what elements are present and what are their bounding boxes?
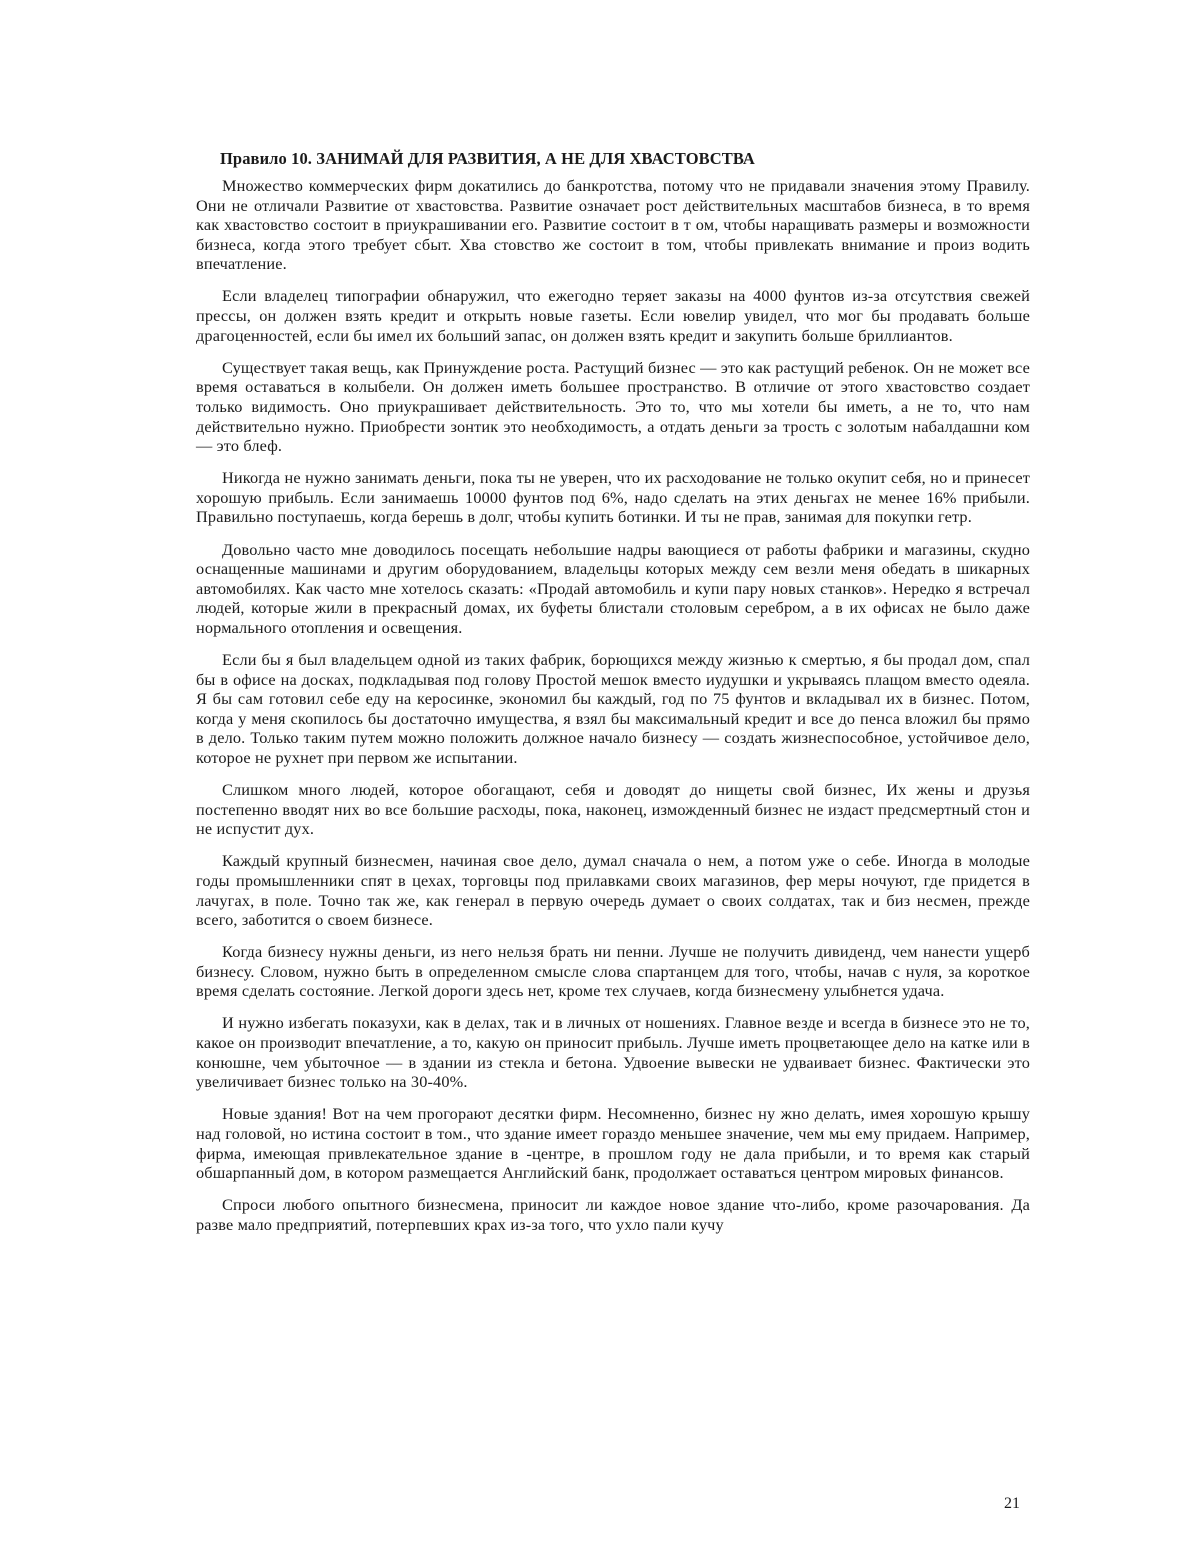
paragraph-6: Если бы я был владельцем одной из таких фабрик, борющихся между жизнью к смертью, я бы продал дом, спал бы в офисе на досках, подкладывая под голову Простой мешок вместо иудушки и укрываясь плащом вместо одеяла. Я бы сам готовил себе еду на керосинке, экономил бы каждый, год по 75 фунтов и вкладывал их в бизнес. Потом, когда у меня скопилось бы достаточно имущества, я взял бы максимальный кредит и все до пенса вложил бы прямо в дело. Только таким путем можно положить должное начало бизнесу — создать жизнеспособное, устойчивое дело, которое не рухнет при первом же испытании. — [196, 649, 1030, 767]
paragraph-8: Каждый крупный бизнесмен, начиная свое дело, думал сначала о нем, а потом уже о себе. Иногда в молодые годы промышленники спят в цехах, торговцы под прилавками своих магазинов, фер меры ночуют, где придется в лачугах, в поле. Точно так же, как генерал в первую очередь думает о своих солдатах, так и биз несмен, прежде всего, заботится о своем бизнесе. — [196, 851, 1030, 930]
paragraph-9: Когда бизнесу нужны деньги, из него нельзя брать ни пенни. Лучше не получить дивиденд, чем нанести ущерб бизнесу. Словом, нужно быть в определенном смысле слова спартанцем для того, чтобы, начав с нуля, за короткое время сделать состояние. Легкой дороги здесь нет, кроме тех случаев, когда бизнесмену улыбнется удача. — [196, 942, 1030, 1001]
paragraph-5: Довольно часто мне доводилось посещать небольшие надры вающиеся от работы фабрики и магазины, скудно оснащенные машинами и другим оборудованием, владельцы которых между сем везли меня обедать в шикарных автомобилях. Как часто мне хотелось сказать: «Продай автомобиль и купи пару новых станков». Нередко я встречал людей, которые жили в прекрасный домах, их буфеты блистали столовым серебром, а в их офисах не было даже нормального отопления и освещения. — [196, 539, 1030, 637]
paragraph-12: Спроси любого опытного бизнесмена, приносит ли каждое новое здание что-либо, кроме разочарования. Да разве мало предприятий, потерпевших крах из-за того, что ухло пали кучу — [196, 1195, 1030, 1234]
page-number: 21 — [1004, 1495, 1020, 1512]
paragraph-4: Никогда не нужно занимать деньги, пока ты не уверен, что их расходование не только окупит себя, но и принесет хорошую прибыль. Если занимаешь 10000 фунтов под 6%, надо сделать на этих деньгах не менее 16% прибыли. Правильно поступаешь, когда берешь в долг, чтобы купить ботинки. И ты не прав, занимая для покупки гетр. — [196, 468, 1030, 527]
paragraph-10: И нужно избегать показухи, как в делах, так и в личных от ношениях. Главное везде и всегда в бизнесе это не то, какое он производит впечатление, а то, какую он приносит прибыль. Лучше иметь процветающее дело на катке или в конюшне, чем убыточное — в здании из стекла и бетона. Удвоение вывески не удваивает бизнес. Фактически это увеличивает бизнес только на 30-40%. — [196, 1013, 1030, 1092]
paragraph-7: Слишком много людей, которое обогащают, себя и доводят до нищеты свой бизнес, Их жены и друзья постепенно вводят них во все большие расходы, пока, наконец, изможденный бизнес не издаст предсмертный стон и не испустит дух. — [196, 780, 1030, 839]
document-page — [196, 148, 1030, 1247]
paragraph-3: Существует такая вещь, как Принуждение роста. Растущий бизнес — это как растущий ребенок. Он не может все время оставаться в колыбели. Он должен иметь большее пространство. В отличие от этого хвастовство создает только видимость. Оно приукрашивает действительность. Это то, что мы хотели бы иметь, а не то, что нам действительно нужно. Приобрести зонтик это необходимость, а отдать деньги за трость с золотым набалдашни ком — это блеф. — [196, 357, 1030, 456]
rule-heading: Правило 10. ЗАНИМАЙ ДЛЯ РАЗВИТИЯ, А НЕ ДЛЯ ХВАСТОВСТВА — [220, 149, 755, 168]
paragraph-1: Множество коммерческих фирм докатились до банкротства, потому что не придавали значения этому Правилу. Они не отличали Развитие от хвастовства. Развитие означает рост действительных масштабов бизнеса, в то время как хвастовство состоит в приукрашивании его. Развитие состоит в т ом, чтобы наращивать размеры и возможности бизнеса, когда этого требует сбыт. Хва стовство же состоит в том, чтобы привлекать внимание и произ водить впечатление. — [196, 176, 1030, 274]
paragraph-11: Новые здания! Вот на чем прогорают десятки фирм. Несомненно, бизнес ну жно делать, имея хорошую крышу над головой, но истина состоит в том., что здание имеет гораздо меньшее значение, чем мы ему придаем. Например, фирма, имеющая привлекательное здание в -центре, в прошлом году не дала прибыли, и то время как старый обшарпанный дом, в котором размещается Английский банк, продолжает оставаться центром мировых финансов. — [196, 1104, 1030, 1183]
paragraph-2: Если владелец типографии обнаружил, что ежегодно теряет заказы на 4000 фунтов из-за отсутствия свежей прессы, он должен взять кредит и открыть новые газеты. Если ювелир увидел, что мог бы продавать больше драгоценностей, если бы имел их больший запас, он должен взять кредит и закупить больше бриллиантов. — [196, 286, 1030, 345]
